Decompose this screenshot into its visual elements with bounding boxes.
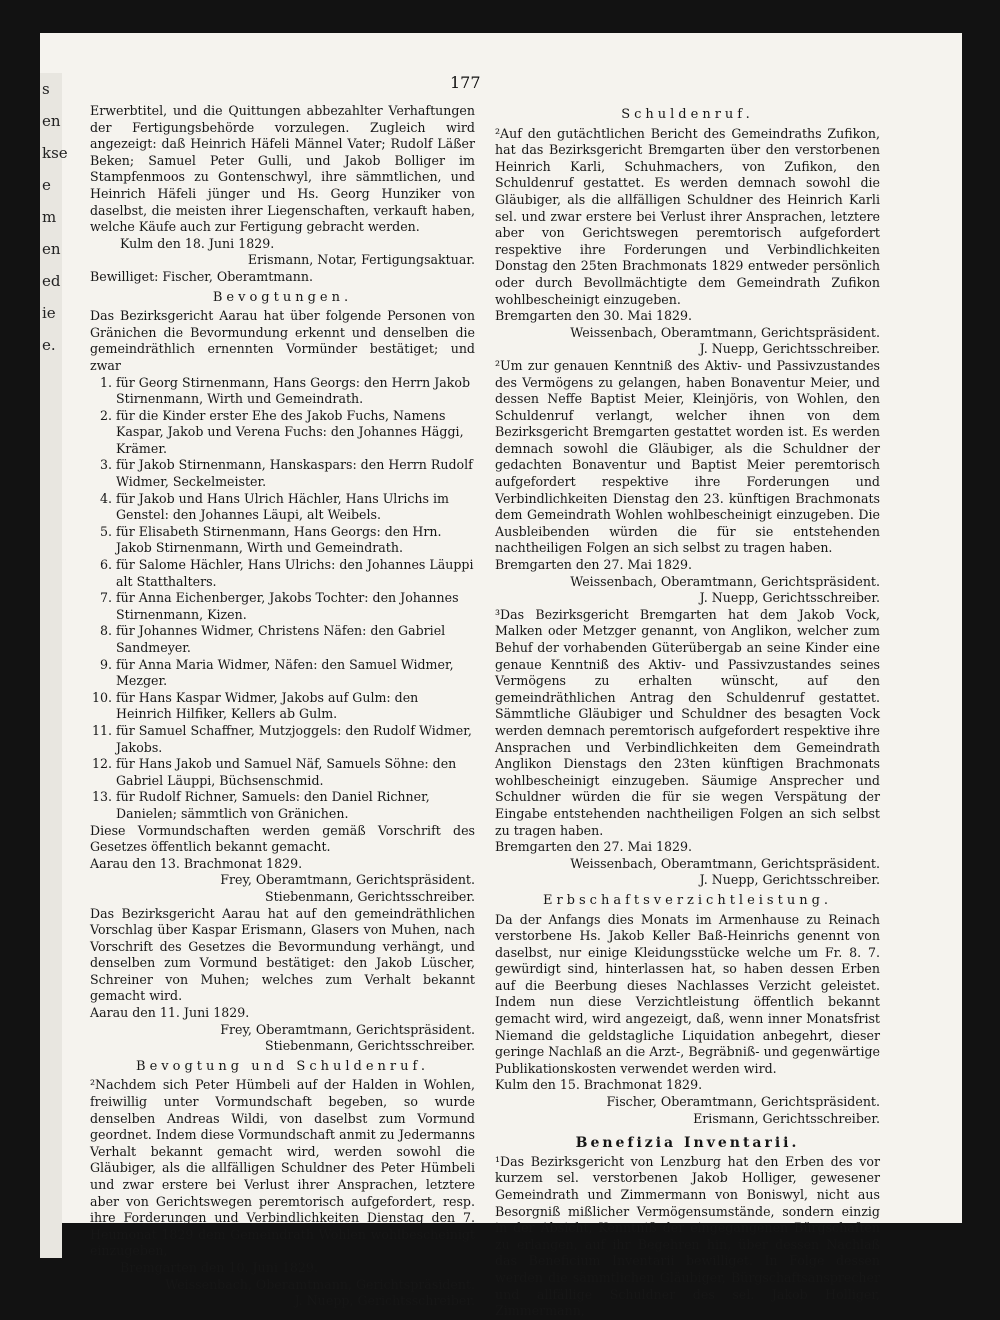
signature: Erismann, Gerichtsschreiber. [693,1110,880,1126]
signature: J. Nuepp, Gerichtsschreiber. [699,590,880,606]
signature: Frey, Oberamtmann, Gerichtspräsident. [220,1021,475,1037]
list-item [90,789,475,822]
item-text: für Johannes Widmer, Christens Näfen: den Gabriel Sandmeyer. [116,623,446,655]
document-page [40,33,962,1319]
list-item [90,590,475,623]
item-text: für Elisabeth Stirnenmann, Hans Georgs: den Hrn. Jakob Stirnenmann, Wirth und Gemeindrath. [116,523,442,556]
item-text: für Hans Kaspar Widmer, Jakobs auf Gulm: den Heinrich Hilfiker, Kellers ab Gulm. [116,689,419,722]
item-number: 3. [99,457,112,473]
signature: Fischer, Oberamtmann, Gerichtspräsident. [606,1094,880,1110]
signature: J. Nuepp, Gerichtsschreiber. [294,1293,475,1309]
list-item [90,524,475,557]
signature: Stiebenmann, Gerichtsschreiber. [264,1038,475,1054]
item-number: 11. [91,722,112,738]
paragraph: ²Um zur genauen Kenntniß des Aktiv- und Passivzustandes des Vermögens zu gelangen, haben Bonaventur Meier, und dessen Neffe Baptist Meier, Kleinjöris, von Wohlen, den Schuldenruf verlangt, welcher ihnen von dem Bezirksgericht Bremgarten gestattet worden ist. Es werden demnach sowohl die Gläubiger, als die Schuldner der gedachten Bonaventur und Baptist Meier peremtorisch aufgefordert respektive ihre Forderungen und Verbindlichkeiten Dienstag den 23. künftigen Brachmonats dem Gemeindrath Wohlen wohlbescheinigt einzugeben. Die Ausbleibenden würden die für sie entstehenden nachtheiligen Folgen an sich selbst zu tragen haben. [495,357,880,556]
section-heading: Benefizia Inventarii. [575,1135,800,1152]
paragraph: ³Das Bezirksgericht Bremgarten hat dem Jakob Vock, Malken oder Metzger genannt, von Anglikon, welcher zum Behuf der vorhabenden Güterübergab an seine Kinder eine genaue Kenntniß des Aktiv- und Passivzustandes seines Vermögens zu erhalten wünscht, auf den gemeindräthlichen Antrag den Schuldenruf gestattet. Sämmtliche Gläubiger und Schuldner des besagten Vock werden demnach peremtorisch aufgefordert respektive ihre Ansprachen und Verbindlichkeiten dem Gemeindrath Anglikon Dienstags den 23ten künftigen Brachmonats wohlbescheinigt einzugeben. Säumige Ansprecher und Schuldner würden die für sie wegen Verspätung der Eingabe entstehenden nachtheiligen Folgen an sich selbst zu tragen haben. [495,606,880,838]
date-line: Aarau den 11. Juni 1829. [90,1005,250,1021]
paragraph: Das Bezirksgericht Aarau hat über folgende Personen von Gränichen die Bevormundung erkennt und denselben die gemeindräthlich ernennten Vormünder bestätiget; und zwar [90,308,475,373]
list-item [90,657,475,690]
edge-fragment: m [42,208,57,226]
date-line: Bremgarten den 27. Mai 1829. [495,557,693,573]
signature: Weissenbach, Oberamtmann, Gerichtspräsident. [570,573,880,589]
item-text: für Jakob und Hans Ulrich Hächler, Hans Ulrichs im Genstel: den Johannes Läupi, alt Weibels. [116,490,449,523]
item-text: für Samuel Schaffner, Mutzjoggels: den Rudolf Widmer, Jakobs. [116,722,472,755]
item-number: 13. [91,789,112,805]
signature: Weissenbach, Oberamtmann, Gerichtspräsident. [570,855,880,871]
edge-fragment: s [42,80,50,98]
section-heading: Schuldenruf. [621,107,754,122]
signature: J. Nuepp, Gerichtsschreiber. [699,341,880,357]
item-text: für Jakob Stirnenmann, Hanskaspars: den Herrn Rudolf Widmer, Seckelmeister. [116,457,473,490]
section-heading: Erbschaftsverzichtleistung. [542,892,833,908]
list-item [90,723,475,756]
section-heading: Bevogtung und Schuldenruf. [136,1058,429,1074]
approval-line: Bewilliget: Fischer, Oberamtmann. [90,268,313,284]
edge-fragment: kse [42,144,68,162]
item-number: 7. [99,590,112,606]
item-text: für Anna Eichenberger, Jakobs Tochter: den Johannes Stirnenmann, Kizen. [116,590,459,622]
signature: Frey, Oberamtmann, Gerichtspräsident. [220,872,475,888]
list-item [90,756,475,789]
item-text: für Hans Jakob und Samuel Näf, Samuels Söhne: den Gabriel Läuppi, Büchsenschmid. [116,756,457,788]
signature: J. Nuepp, Gerichtsschreiber. [699,872,880,888]
list-item [90,491,475,524]
date-line: Kulm den 18. Juni 1829. [120,235,275,251]
paragraph: ²Nachdem sich Peter Hümbeli auf der Halden in Wohlen, freiwillig unter Vormundschaft begeben, so wurde denselben Andreas Wildi, von daselbst zum Vormund geordnet. Indem diese Vormundschaft anmit zu Jedermanns Verhalt bekannt gemacht wird, werden sowohl die Gläubiger, als die allfälligen Schuldner des Peter Hümbeli und zwar erstere bei Verlust ihrer Ansprachen, letztere aber von Gerichtswegen peremtorisch aufgefordert, resp. ihre Forderungen und Verbindlichkeiten Dienstag den 7. Heumonat 1829 dem Gemeindrath Wohlen wohlbescheinigt einzugeben, [90,1077,475,1259]
item-number: 8. [99,623,112,639]
paragraph: Erwerbtitel, und die Quittungen abbezahlter Verhaftungen der Fertigungsbehörde vorzulegen. Zugleich wird angezeigt: daß Heinrich Häfeli Männel Vater; Rudolf Läßer Beken; Samuel Peter Gulli, und Jakob Bolliger im Stampfenmoos zu Gontenschwyl, ihre sämmtlichen, und Heinrich Häfeli jünger und Hs. Georg Hunziker von daselbst, die meisten ihrer Liegenschaften, verkauft haben, welche Käufe auch zur Fertigung gebracht werden. [90,103,475,235]
list-item [90,457,475,490]
edge-fragment: en [42,240,61,258]
edge-fragment: e. [42,336,56,354]
item-number: 12. [91,756,112,772]
signature: Stiebenmann, Gerichtsschreiber. [264,888,475,904]
item-number: 1. [99,374,112,390]
item-text: für Georg Stirnenmann, Hans Georgs: den Herrn Jakob Stirnenmann, Wirth und Gemeindrath. [116,374,471,407]
item-number: 2. [99,407,112,423]
list-item [90,690,475,723]
list-item [90,623,475,656]
section-heading: Bevogtungen. [212,289,353,305]
signature: Erismann, Notar, Fertigungsaktuar. [247,252,475,268]
item-number: 6. [99,557,112,573]
edge-fragment: ed [42,272,61,290]
item-text: für Anna Maria Widmer, Näfen: den Samuel Widmer, Mezger. [116,656,454,689]
date-line: Bremgarten den 30. Mai 1829. [495,308,693,324]
item-number: 4. [99,490,112,506]
date-line: Kulm den 15. Brachmonat 1829. [495,1077,703,1093]
edge-fragment: e [42,176,51,194]
date-line: Bremgarten den 10. Juni 1829. [120,1259,318,1275]
item-number: 5. [99,523,112,539]
paragraph: Diese Vormundschaften werden gemäß Vorschrift des Gesetzes öffentlich bekannt gemacht. [90,822,475,855]
edge-fragment: en [42,112,61,130]
signature: Weissenbach, Oberamtmann, Gerichtspräsident. [570,324,880,340]
left-column [90,103,475,1310]
paragraph: Das Bezirksgericht Aarau hat auf den gemeindräthlichen Vorschlag über Kaspar Erismann, Glasers von Muhen, nach Vorschrift des Gesetzes die Bevormundung verhängt, und denselben zum Vormund bestätiget: den Jakob Lüscher, Schreiner von Muhen; welches zum Verhalt bekannt gemacht wird. [90,905,475,1004]
paragraph: ²Auf den gutächtlichen Bericht des Gemeindraths Zufikon, hat das Bezirksgericht Bremgarten über den verstorbenen Heinrich Karli, Schuhmachers, von Zufikon, den Schuldenruf gestattet. Es werden demnach sowohl die Gläubiger, als die allfälligen Schuldner des Heinrich Karli sel. und zwar erstere bei Verlust ihrer Ansprachen, letztere aber von Gerichtswegen peremtorisch aufgefordert respektive ihre Forderungen und Verbindlichkeiten Donstag den 25ten Brachmonats 1829 entweder persönlich oder durch Bevollmächtigte dem Gemeindrath Zufikon wohlbescheinigt einzugeben. [495,125,880,307]
item-text: für Salome Hächler, Hans Ulrichs: den Johannes Läuppi alt Statthalters. [116,557,474,589]
signature: Weissenbach, Oberamtmann, Gerichtspräsident. [165,1276,475,1292]
page-number: 177 [450,73,481,92]
item-number: 9. [99,656,112,672]
right-column [495,103,880,1320]
previous-page-edge [40,73,68,1258]
item-number: 10. [91,689,112,705]
list-item [90,408,475,458]
paragraph: Da der Anfangs dies Monats im Armenhause zu Reinach verstorbene Hs. Jakob Keller Baß-Heinrichs genennt von daselbst, nur einige Kleidungsstücke welche um Fr. 8. 7. gewürdigt sind, hinterlassen hat, so haben dessen Erben auf die Beerbung dieses Nachlasses Verzicht geleistet. Indem nun diese Verzichtleistung öffentlich bekannt gemacht wird, wird angezeigt, daß, wenn inner Monatsfrist Niemand die geldstagliche Liquidation anbegehrt, dieser geringe Nachlaß an die Arzt-, Begräbniß- und gegenwärtige Publikationskosten verwendet werden wird. [495,911,880,1076]
list-item [90,557,475,590]
list-item [90,375,475,408]
paragraph: ¹Das Bezirksgericht von Lenzburg hat den Erben des vor kurzem sel. verstorbenen Jakob Holliger, gewesener Gemeindrath und Zimmermann von Boniswyl, nicht aus Besorgniß mißlicher Vermögensumstände, sondern einzig in der Absicht, Kenntniß der eingegangenen Bürgschaften zu erlangen, auf ihr Begehren hin, über dessen Nachlaß das Beneficium Inventarii bewilliget. In Folge dessen werden die sämmtlichen Gläubiger, Bürgschaftsansprecher und allfällige Schuldner des sel. Jakob Holliger, Zimmermann, [495,1153,880,1319]
item-text: für Rudolf Richner, Samuels: den Daniel Richner, Danielen; sämmtlich von Gränichen. [116,789,430,821]
date-line: Bremgarten den 27. Mai 1829. [495,839,693,855]
edge-fragment: ie [42,304,56,322]
date-line: Aarau den 13. Brachmonat 1829. [90,855,303,871]
item-text: für die Kinder erster Ehe des Jakob Fuchs, Namens Kaspar, Jakob und Verena Fuchs: den Johannes Häggi, Krämer. [116,407,464,456]
